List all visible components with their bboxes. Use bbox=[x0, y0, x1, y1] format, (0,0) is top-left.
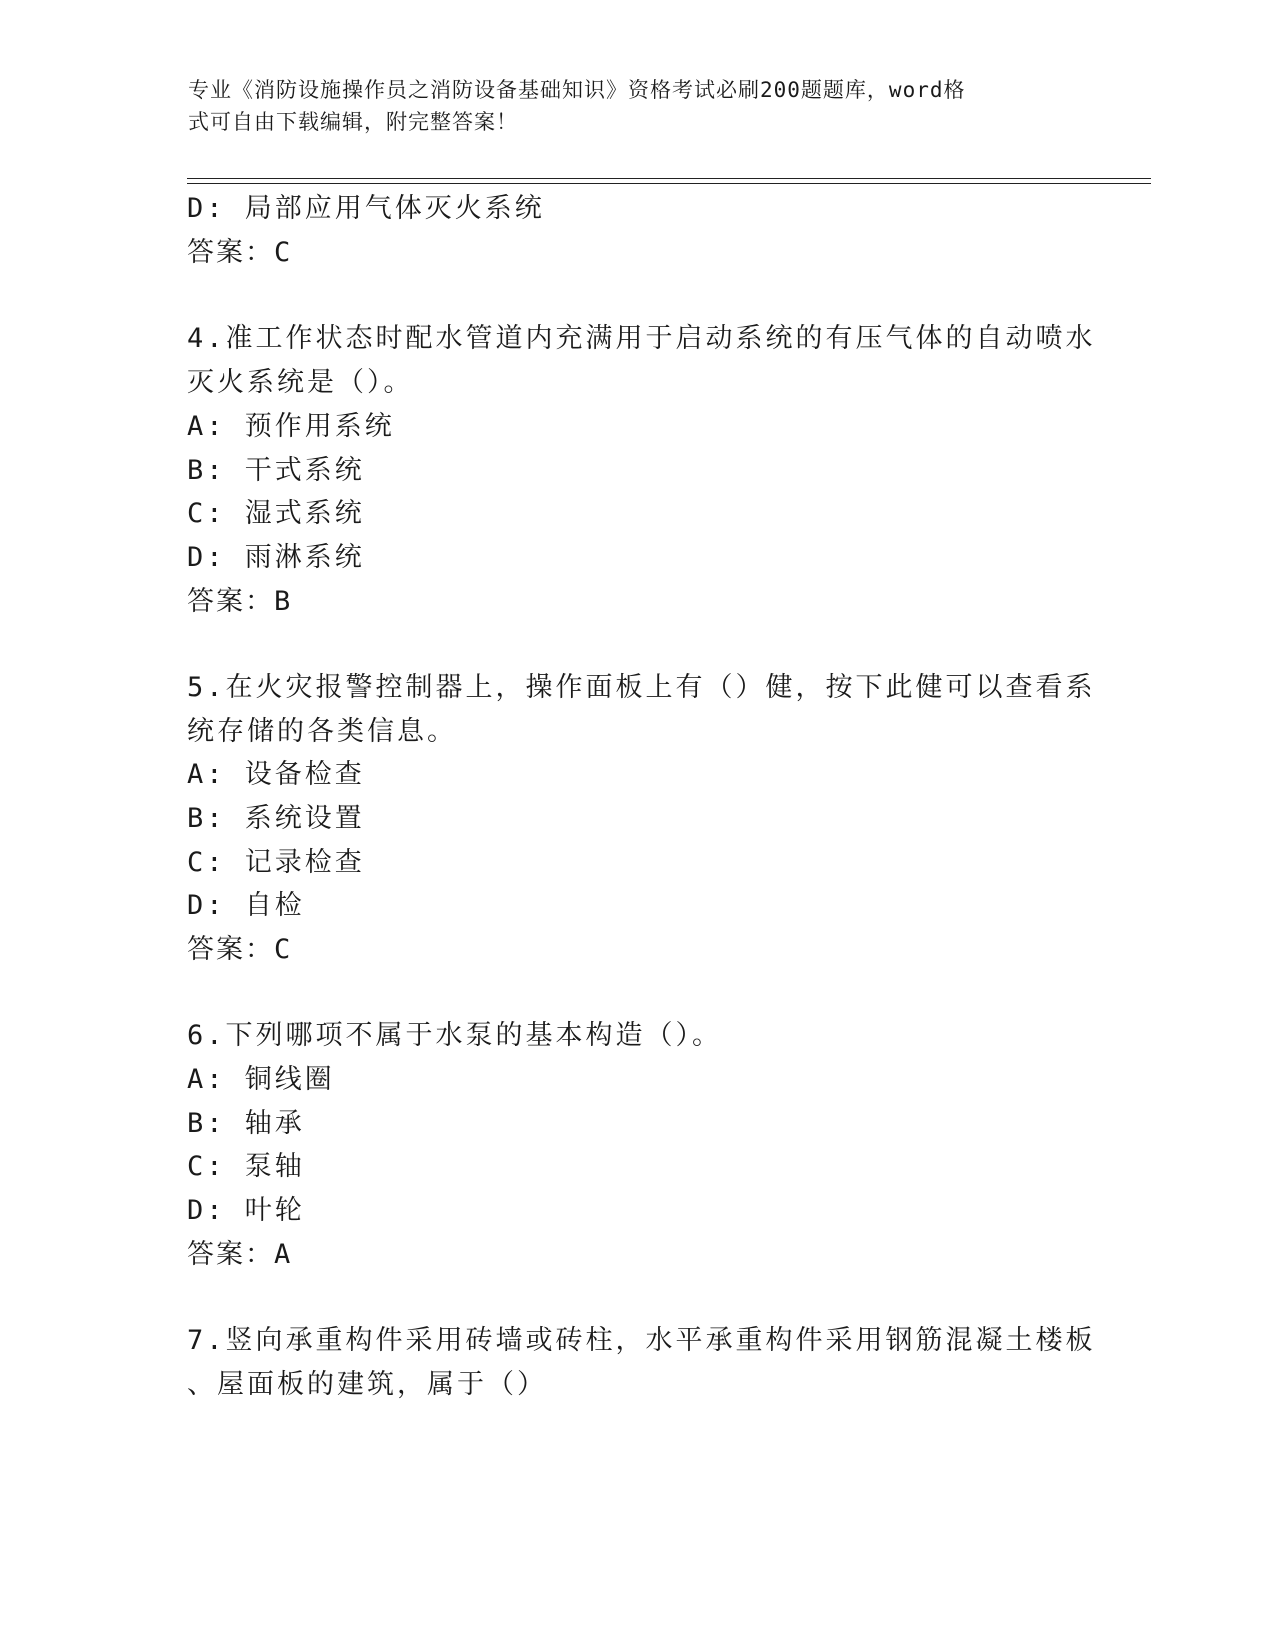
option-b: B: 干式系统 bbox=[187, 455, 365, 486]
question-stem: 7.竖向承重构件采用砖墙或砖柱，水平承重构件采用钢筋混凝土楼板 bbox=[187, 1325, 1096, 1356]
option-a: A: 铜线圈 bbox=[187, 1064, 335, 1095]
header-divider-bottom bbox=[187, 183, 1151, 184]
option-c: C: 泵轴 bbox=[187, 1151, 305, 1182]
question-stem: 统存储的各类信息。 bbox=[187, 716, 457, 747]
answer-label: 答案：C bbox=[187, 237, 293, 268]
option-c: C: 湿式系统 bbox=[187, 498, 365, 529]
answer-label: 答案：C bbox=[187, 934, 293, 965]
header-line-1: 专业《消防设施操作员之消防设备基础知识》资格考试必刷200题题库，word格 bbox=[188, 78, 966, 102]
option-c: C: 记录检查 bbox=[187, 847, 365, 878]
question-stem: 5.在火灾报警控制器上，操作面板上有（）健，按下此健可以查看系 bbox=[187, 672, 1096, 703]
option-b: B: 系统设置 bbox=[187, 803, 365, 834]
option-a: A: 预作用系统 bbox=[187, 411, 395, 442]
option-d: D: 雨淋系统 bbox=[187, 542, 365, 573]
document-header bbox=[188, 74, 1068, 138]
header-line-2: 式可自由下载编辑，附完整答案！ bbox=[188, 110, 518, 134]
option-d: D: 叶轮 bbox=[187, 1195, 305, 1226]
option-d: D: 自检 bbox=[187, 890, 305, 921]
option-b: B: 轴承 bbox=[187, 1108, 305, 1139]
answer-label: 答案：B bbox=[187, 586, 293, 617]
answer-label: 答案：A bbox=[187, 1239, 293, 1270]
option-d: D: 局部应用气体灭火系统 bbox=[187, 193, 545, 224]
option-a: A: 设备检查 bbox=[187, 759, 365, 790]
header-divider-top bbox=[187, 178, 1151, 179]
question-stem: 4.准工作状态时配水管道内充满用于启动系统的有压气体的自动喷水 bbox=[187, 323, 1096, 354]
question-stem: 6.下列哪项不属于水泵的基本构造（）。 bbox=[187, 1020, 723, 1051]
question-stem: 灭火系统是（）。 bbox=[187, 367, 414, 398]
question-stem: 、屋面板的建筑，属于（） bbox=[187, 1369, 547, 1400]
